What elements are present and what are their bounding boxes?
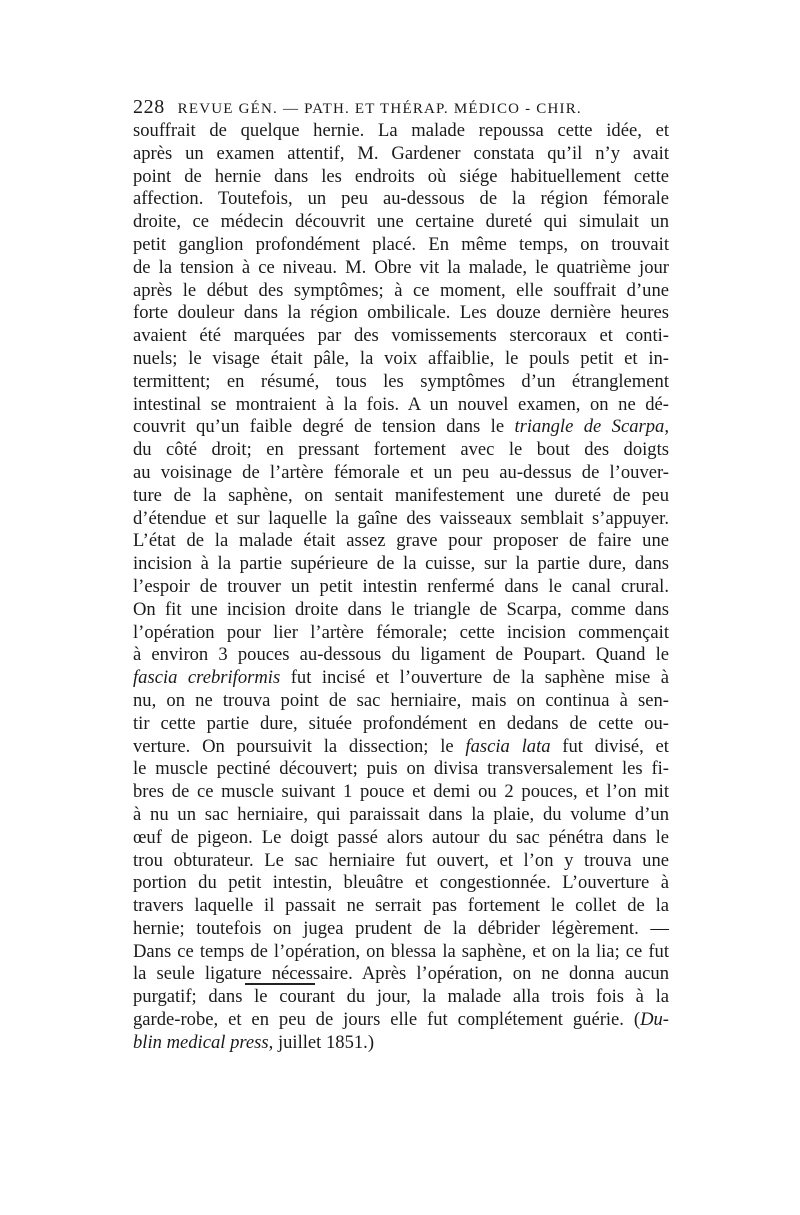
text-line: verture. On poursuivit la dissection; le fascia lata fut divisé, et: [133, 735, 669, 757]
text-line: œuf de pigeon. Le doigt passé alors autour du sac pénétra dans le: [133, 826, 669, 848]
italic-term: fascia lata: [465, 735, 551, 757]
italic-term: fascia crebriformis: [133, 667, 281, 689]
text-line: incision à la partie supérieure de la cuisse, sur la partie dure, dans: [133, 553, 669, 575]
text-line: le muscle pectiné découvert; puis on divisa transversalement les fi-: [133, 758, 669, 780]
text-line: l’opération pour lier l’artère fémorale; cette incision commençait: [133, 621, 669, 643]
text-line: point de hernie dans les endroits où siége habituellement cette: [133, 165, 669, 187]
text-line: hernie; toutefois on jugea prudent de la débrider légèrement. —: [133, 917, 669, 939]
text-line: nuels; le visage était pâle, la voix affaiblie, le pouls petit et in-: [133, 347, 669, 369]
text-line: affection. Toutefois, un peu au-dessous de la région fémorale: [133, 188, 669, 210]
text-line: à environ 3 pouces au-dessous du ligament de Poupart. Quand le: [133, 644, 669, 666]
text-line: à nu un sac herniaire, qui paraissait dans la plaie, du volume d’un: [133, 803, 669, 825]
text-line: la seule ligature nécessaire. Après l’opération, on ne donna aucun: [133, 963, 669, 985]
text-line: fascia crebriformis fut incisé et l’ouverture de la saphène mise à: [133, 667, 669, 689]
text-line: Dans ce temps de l’opération, on blessa la saphène, et on la lia; ce fut: [133, 940, 669, 962]
text-line: petit ganglion profondément placé. En même temps, on trouvait: [133, 233, 669, 255]
text-line: L’état de la malade était assez grave pour proposer de faire une: [133, 530, 669, 552]
text-line: après un examen attentif, M. Gardener constata qu’il n’y avait: [133, 142, 669, 164]
text-line: après le début des symptômes; à ce moment, elle souffrait d’une: [133, 279, 669, 301]
text-line: souffrait de quelque hernie. La malade repoussa cette idée, et: [133, 120, 669, 141]
text-line: du côté droit; en pressant fortement avec le bout des doigts: [133, 439, 669, 461]
italic-term: Du-: [640, 1009, 669, 1031]
text-line: termittent; en résumé, tous les symptômes d’un étranglement: [133, 370, 669, 392]
end-rule: [245, 983, 315, 985]
italic-term: blin medical press: [133, 1031, 269, 1053]
text-line: nu, on ne trouva point de sac herniaire, mais on continua à sen-: [133, 689, 669, 711]
text-line: intestinal se montraient à la fois. A un nouvel examen, on ne dé-: [133, 393, 669, 415]
text-line: d’étendue et sur laquelle la gaîne des vaisseaux semblait s’appuyer.: [133, 507, 669, 529]
body-text: [133, 120, 669, 1055]
text-line: tir cette partie dure, située profondément en dedans de cette ou-: [133, 712, 669, 734]
text-line: de la tension à ce niveau. M. Obre vit la malade, le quatrième jour: [133, 256, 669, 278]
text-line: ture de la saphène, on sentait manifestement une dureté de peu: [133, 484, 669, 506]
text-line: portion du petit intestin, bleuâtre et congestionnée. L’ouverture à: [133, 872, 669, 894]
text-line: purgatif; dans le courant du jour, la malade alla trois fois à la: [133, 986, 669, 1008]
text-line: droite, ce médecin découvrit une certaine dureté qui simulait un: [133, 211, 669, 233]
text-line: blin medical press, juillet 1851.): [133, 1031, 375, 1053]
text-line: couvrit qu’un faible degré de tension dans le triangle de Scarpa,: [133, 416, 669, 438]
text-line: On fit une incision droite dans le triangle de Scarpa, comme dans: [133, 598, 669, 620]
text-line: garde-robe, et en peu de jours elle fut complétement guérie. (Du-: [133, 1009, 669, 1031]
text-line: trou obturateur. Le sac herniaire fut ouvert, et l’on y trouva une: [133, 849, 669, 871]
running-header: [133, 94, 669, 120]
text-line: au voisinage de l’artère fémorale et un peu au-dessus de l’ouver-: [133, 461, 669, 483]
text-line: l’espoir de trouver un petit intestin renfermé dans le canal crural.: [133, 575, 669, 597]
text-line: bres de ce muscle suivant 1 pouce et demi ou 2 pouces, et l’on mit: [133, 781, 669, 803]
italic-term: triangle de Scarpa,: [514, 416, 669, 438]
text-line: forte douleur dans la région ombilicale. Les douze dernière heures: [133, 302, 669, 324]
page: [133, 94, 669, 1055]
running-title: REVUE GÉN. — PATH. ET THÉRAP. MÉDICO - CHIR.: [177, 101, 582, 117]
page-number: 228: [133, 96, 165, 118]
text-line: avaient été marquées par des vomissements stercoraux et conti-: [133, 325, 669, 347]
text-line: travers laquelle il passait ne serrait pas fortement le collet de la: [133, 895, 669, 917]
